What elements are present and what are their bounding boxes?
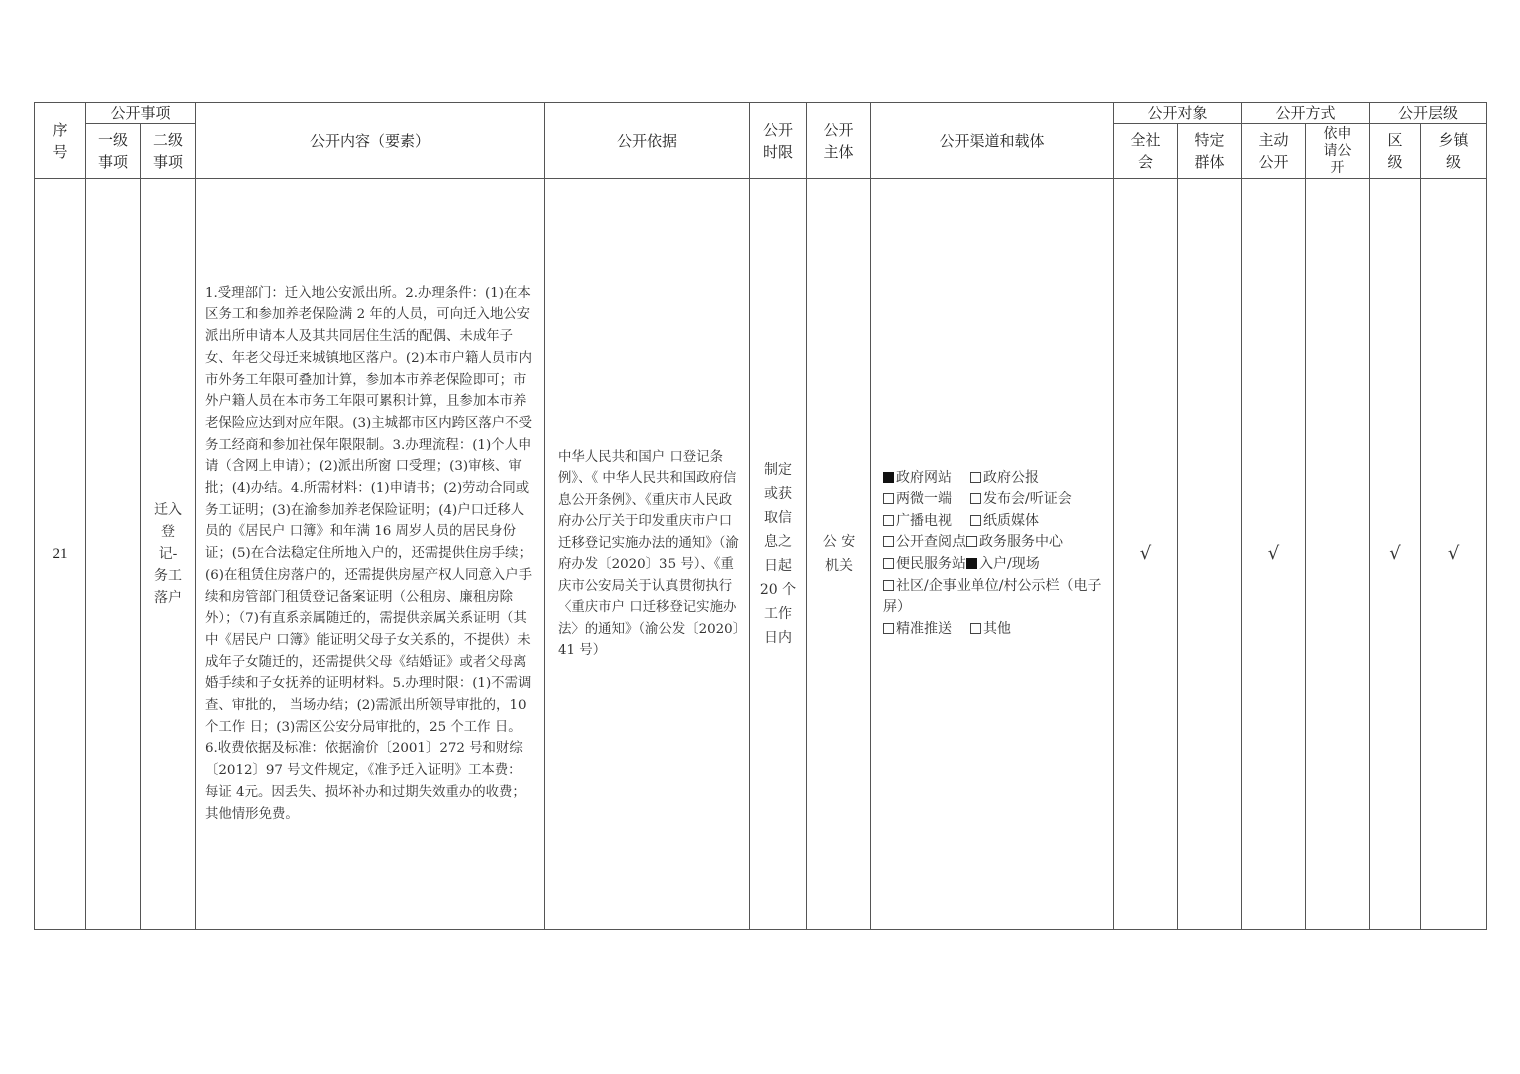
row-target-all: √ [1114, 179, 1178, 930]
channel-line [883, 554, 1105, 576]
channel-label: 其他 [983, 620, 1012, 637]
header-basis: 公开依据 [545, 103, 750, 179]
header-method-active-label: 主动公开 [1258, 131, 1289, 171]
channel-label: 发布会/听证会 [983, 491, 1072, 508]
disclosure-table [34, 102, 1487, 930]
row-seq: 21 [35, 179, 86, 930]
header-method-active [1242, 124, 1306, 179]
channel-option [883, 470, 952, 486]
header-level-district-label: 区级 [1387, 131, 1403, 171]
row-content: 1.受理部门：迁入地公安派出所。2.办理条件：(1)在本区务工和参加养老保险满 2 年的人员，可向迁入地公安派出所申请本人及其共同居住生活的配偶、未成年子女、年老父母迁来城镇地区落户。(2)本市户籍人员市内市外务工年限可叠加计算，参加本市养老保险即可；市外户籍人员在本市务工年限可累积计算，且参加本市养老保险应达到对应年限。(3)主城都市区内跨区落户不受务工经商和参加社保年限限制。3.办理流程：(1)个人申请（含网上申请）；(2)派出所窗 口受理；(3)审核、审批；(4)办结。4.所需材料：(1)申请书；(2)劳动合同或务工证明；(3)在渝参加养老保险证明；(4)户口迁移人员的《居民户 口簿》和年满 16 周岁人员的居民身份证；(5)在合法稳定住所地入户的，还需提供住房手续；(6)在租赁住房落户的，还需提供房屋产权人同意入户手续和房管部门租赁登记备案证明（公租房、廉租房除外）；（7)有直系亲属随迁的，需提供亲属关系证明（其中《居民户 口簿》能证明父母子女关系的，不提供）未成年子女随迁的，还需提供父母《结婚证》或者父母离婚手续和子女抚养的证明材料。5.办理时限：(1)不需调查、审批的， 当场办结；(2)需派出所领导审批的，10 个工作 日；(3)需区公安分局审批的，25 个工作 日。6.收费依据及标准：依据渝价〔2001〕272 号和财综〔2012〕97 号文件规定，《准予迁入证明》工本费：每证 4元。因丢失、损坏补办和过期失效重办的收费；其他情形免费。 [196, 179, 545, 930]
channel-option [883, 513, 952, 529]
header-target-group: 公开对象 [1114, 103, 1242, 124]
header-level-town-label: 乡镇级 [1438, 131, 1469, 171]
channel-label: 政府公报 [983, 469, 1040, 486]
header-level-district [1370, 124, 1421, 179]
checked-box-icon [966, 558, 977, 569]
channel-option [966, 534, 1063, 550]
header-item-level1-label: 一级事项 [97, 131, 128, 171]
channel-line [883, 532, 1105, 554]
header-target-specific-label: 特定群体 [1194, 131, 1225, 171]
row-item-level2-text: 迁入登记-务工落户 [154, 502, 182, 606]
header-channels: 公开渠道和载体 [871, 103, 1114, 179]
row-item-level1 [86, 179, 141, 930]
header-item-level2-label: 二级事项 [152, 131, 183, 171]
channel-label: 政务服务中心 [979, 534, 1064, 551]
header-method-request-label: 依申请公开 [1323, 125, 1352, 176]
unchecked-box-icon [883, 515, 894, 526]
header-method-request [1306, 124, 1370, 179]
unchecked-box-icon [883, 580, 894, 591]
channel-option [966, 556, 1040, 572]
row-target-specific [1178, 179, 1242, 930]
channel-option [970, 470, 1039, 486]
channel-option [883, 621, 952, 637]
channel-option [883, 491, 952, 507]
row-subject [807, 179, 871, 930]
channel-list [883, 468, 1105, 641]
header-target-specific [1178, 124, 1242, 179]
unchecked-box-icon [883, 558, 894, 569]
checked-box-icon [883, 472, 894, 483]
channel-label: 入户/现场 [979, 556, 1040, 572]
unchecked-box-icon [883, 493, 894, 504]
header-subject-label: 公开主体 [823, 120, 854, 161]
channel-line [883, 468, 1105, 490]
header-time-limit-label: 公开时限 [763, 120, 794, 161]
header-target-all [1114, 124, 1178, 179]
unchecked-box-icon [883, 623, 894, 634]
row-subject-text: 公 安 机关 [822, 534, 856, 574]
channel-option [970, 513, 1039, 529]
channel-option [883, 578, 1101, 616]
channel-label: 两微一端 [896, 491, 953, 508]
channel-label: 公开查阅点 [896, 534, 967, 551]
channel-label: 广播电视 [896, 512, 953, 529]
channel-label: 社区/企事业单位/村公示栏（电子屏） [883, 577, 1102, 616]
row-level-district: √ [1370, 179, 1421, 930]
unchecked-box-icon [970, 493, 981, 504]
channel-line [883, 489, 1105, 511]
row-basis: 中华人民共和国户 口登记条例》、《 中华人民共和国政府信息公开条例》、《重庆市人民政府办公厅关于印发重庆市户口迁移登记实施办法的通知》（渝府办发〔2020〕35 号）、《重庆市公安局关于认真贯彻执行〈重庆市户 口迁移登记实施办法〉的通知》（渝公发〔2020〕41 号） [545, 179, 750, 930]
unchecked-box-icon [970, 515, 981, 526]
header-item-level2 [141, 124, 196, 179]
row-channels [871, 179, 1114, 930]
channel-label: 纸质媒体 [983, 512, 1040, 529]
channel-option [883, 534, 966, 550]
channel-option [883, 556, 966, 572]
row-method-request [1306, 179, 1370, 930]
unchecked-box-icon [883, 536, 894, 547]
channel-line [883, 576, 1103, 619]
unchecked-box-icon [966, 536, 977, 547]
header-level-group: 公开层级 [1370, 103, 1487, 124]
table-row [35, 179, 1487, 930]
channel-label: 便民服务站 [896, 556, 967, 572]
channel-label: 精准推送 [896, 620, 953, 637]
header-item-level1 [86, 124, 141, 179]
unchecked-box-icon [970, 623, 981, 634]
header-subject [807, 103, 871, 179]
header-seq-label: 序号 [52, 120, 68, 161]
header-method-group: 公开方式 [1242, 103, 1370, 124]
row-method-active: √ [1242, 179, 1306, 930]
row-time-limit-text: 制定或获取信息之日起 20 个工作日内 [759, 462, 797, 646]
header-target-all-label: 全社会 [1130, 131, 1161, 171]
channel-option [970, 621, 1011, 637]
channel-label: 政府网站 [896, 469, 953, 486]
channel-line [883, 619, 1105, 641]
header-time-limit [750, 103, 807, 179]
header-content: 公开内容（要素） [196, 103, 545, 179]
unchecked-box-icon [970, 472, 981, 483]
row-time-limit [750, 179, 807, 930]
header-level-town [1421, 124, 1487, 179]
channel-line [883, 511, 1105, 533]
row-level-town: √ [1421, 179, 1487, 930]
row-item-level2 [141, 179, 196, 930]
channel-option [970, 491, 1072, 507]
header-items-group: 公开事项 [86, 103, 196, 124]
header-seq [35, 103, 86, 179]
